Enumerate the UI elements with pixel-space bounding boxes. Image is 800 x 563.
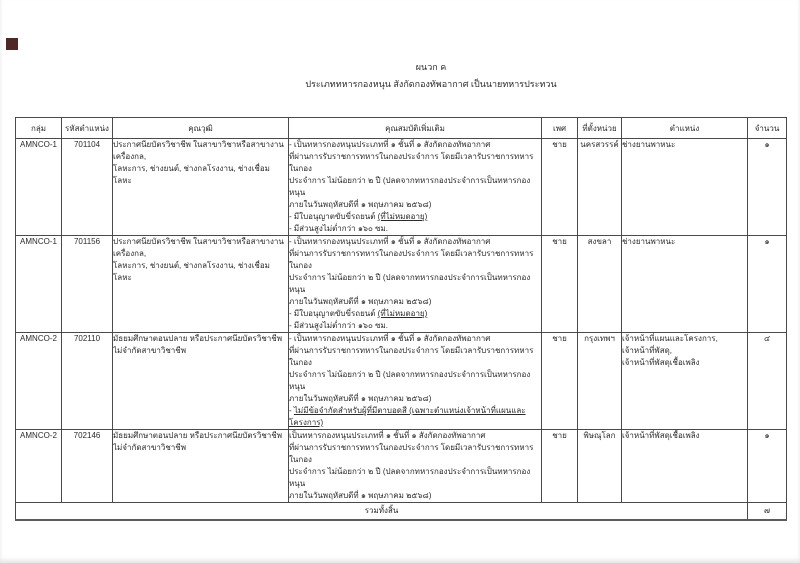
group-cell: AMNCO-1 bbox=[16, 139, 62, 236]
column-header-unit-location: ที่ตั้งหน่วย bbox=[578, 118, 622, 139]
position-title-cell: ช่างยานพาหนะ bbox=[622, 236, 748, 333]
gender-cell: ชาย bbox=[542, 236, 578, 333]
document-header bbox=[31, 61, 800, 90]
annex-title: ผนวก ค bbox=[415, 62, 447, 72]
column-header-additional-qualification: คุณสมบัติเพิ่มเติม bbox=[289, 118, 542, 139]
position-title-cell: ช่างยานพาหนะ bbox=[622, 139, 748, 236]
additional-qualification-cell: เป็นทหารกองหนุนประเภทที่ ๑ ชั้นที่ ๑ สังกัดกองทัพอากาศ ที่ผ่านการรับราชการทหารในกองประจำการ โดยมีเวลารับราชการทหารในกอง ประจำการ ไม่น้อยกว่า ๒ ปี (ปลดจากทหารกองประจำการเป็นทหารกองหนุน ภายในวันพฤหัสบดีที่ ๑ พฤษภาคม ๒๕๖๘) bbox=[289, 430, 542, 503]
position-code-cell: 701104 bbox=[62, 139, 113, 236]
additional-qualification-cell: - เป็นทหารกองหนุนประเภทที่ ๑ ชั้นที่ ๑ สังกัดกองทัพอากาศ ที่ผ่านการรับราชการทหารในกองประจำการ โดยมีเวลารับราชการทหารในกอง ประจำการ ไม่น้อยกว่า ๒ ปี (ปลดจากทหารกองประจำการเป็นทหารกองหนุน ภายในวันพฤหัสบดีที่ ๑ พฤษภาคม ๒๕๖๘) - มีใบอนุญาตขับขี่รถยนต์ (ที่ไม่หมดอายุ) - มีส่วนสูงไม่ต่ำกว่า ๑๖๐ ซม. bbox=[289, 139, 542, 236]
total-row bbox=[16, 503, 787, 520]
gender-cell: ชาย bbox=[542, 333, 578, 430]
qualification-cell: มัธยมศึกษาตอนปลาย หรือประกาศนียบัตรวิชาชีพ ไม่จำกัดสาขาวิชาชีพ bbox=[113, 430, 289, 503]
qualification-cell: ประกาศนียบัตรวิชาชีพ ในสาขาวิชาหรือสาขางานเครื่องกล, โลหะการ, ช่างยนต์, ช่างกลโรงงาน, ช่างเชื่อมโลหะ bbox=[113, 236, 289, 333]
table-header bbox=[16, 118, 787, 139]
gender-cell: ชาย bbox=[542, 430, 578, 503]
quantity-cell: ๑ bbox=[748, 139, 787, 236]
table-row bbox=[16, 139, 787, 236]
group-cell: AMNCO-2 bbox=[16, 333, 62, 430]
qualification-cell: ประกาศนียบัตรวิชาชีพ ในสาขาวิชาหรือสาขางานเครื่องกล, โลหะการ, ช่างยนต์, ช่างกลโรงงาน, ช่างเชื่อมโลหะ bbox=[113, 139, 289, 236]
unit-location-cell: กรุงเทพฯ bbox=[578, 333, 622, 430]
position-code-cell: 702146 bbox=[62, 430, 113, 503]
unit-location-cell: สงขลา bbox=[578, 236, 622, 333]
table-header-row bbox=[16, 118, 787, 139]
column-header-position-code: รหัสตำแหน่ง bbox=[62, 118, 113, 139]
corner-stamp-mark bbox=[6, 38, 18, 50]
column-header-quantity: จำนวน bbox=[748, 118, 787, 139]
unit-location-cell: พิษณุโลก bbox=[578, 430, 622, 503]
group-cell: AMNCO-1 bbox=[16, 236, 62, 333]
position-code-cell: 701156 bbox=[62, 236, 113, 333]
column-header-qualification: คุณวุฒิ bbox=[113, 118, 289, 139]
additional-qualification-cell: - เป็นทหารกองหนุนประเภทที่ ๑ ชั้นที่ ๑ สังกัดกองทัพอากาศ ที่ผ่านการรับราชการทหารในกองประจำการ โดยมีเวลารับราชการทหารในกอง ประจำการ ไม่น้อยกว่า ๒ ปี (ปลดจากทหารกองประจำการเป็นทหารกองหนุน ภายในวันพฤหัสบดีที่ ๑ พฤษภาคม ๒๕๖๘) - ไม่มีข้อจำกัดสำหรับผู้ที่มีตาบอดสี (เฉพาะตำแหน่งเจ้าหน้าที่แผนและโครงการ) bbox=[289, 333, 542, 430]
quantity-cell: ๑ bbox=[748, 236, 787, 333]
group-cell: AMNCO-2 bbox=[16, 430, 62, 503]
qualification-cell: มัธยมศึกษาตอนปลาย หรือประกาศนียบัตรวิชาชีพ ไม่จำกัดสาขาวิชาชีพ bbox=[113, 333, 289, 430]
unit-location-cell: นครสวรรค์ bbox=[578, 139, 622, 236]
document-subtitle: ประเภททหารกองหนุน สังกัดกองทัพอากาศ เป็นนายทหารประทวน bbox=[305, 79, 557, 89]
column-header-group: กลุ่ม bbox=[16, 118, 62, 139]
quantity-cell: ๔ bbox=[748, 333, 787, 430]
table-body bbox=[16, 139, 787, 503]
additional-qualification-cell: - เป็นทหารกองหนุนประเภทที่ ๑ ชั้นที่ ๑ สังกัดกองทัพอากาศ ที่ผ่านการรับราชการทหารในกองประจำการ โดยมีเวลารับราชการทหารในกอง ประจำการ ไม่น้อยกว่า ๒ ปี (ปลดจากทหารกองประจำการเป็นทหารกองหนุน ภายในวันพฤหัสบดีที่ ๑ พฤษภาคม ๒๕๖๘) - มีใบอนุญาตขับขี่รถยนต์ (ที่ไม่หมดอายุ) - มีส่วนสูงไม่ต่ำกว่า ๑๖๐ ซม. bbox=[289, 236, 542, 333]
gender-cell: ชาย bbox=[542, 139, 578, 236]
column-header-position-title: ตำแหน่ง bbox=[622, 118, 748, 139]
table-row bbox=[16, 333, 787, 430]
total-quantity: ๗ bbox=[748, 503, 787, 520]
quantity-cell: ๑ bbox=[748, 430, 787, 503]
position-title-cell: เจ้าหน้าที่พัสดุเชื้อเพลิง bbox=[622, 430, 748, 503]
total-label: รวมทั้งสิ้น bbox=[16, 503, 748, 520]
position-title-cell: เจ้าหน้าที่แผนและโครงการ, เจ้าหน้าที่พัสดุ, เจ้าหน้าที่พัสดุเชื้อเพลิง bbox=[622, 333, 748, 430]
position-code-cell: 702110 bbox=[62, 333, 113, 430]
table-footer bbox=[16, 503, 787, 520]
positions-table bbox=[15, 117, 787, 521]
table-row bbox=[16, 430, 787, 503]
table-row bbox=[16, 236, 787, 333]
column-header-gender: เพศ bbox=[542, 118, 578, 139]
